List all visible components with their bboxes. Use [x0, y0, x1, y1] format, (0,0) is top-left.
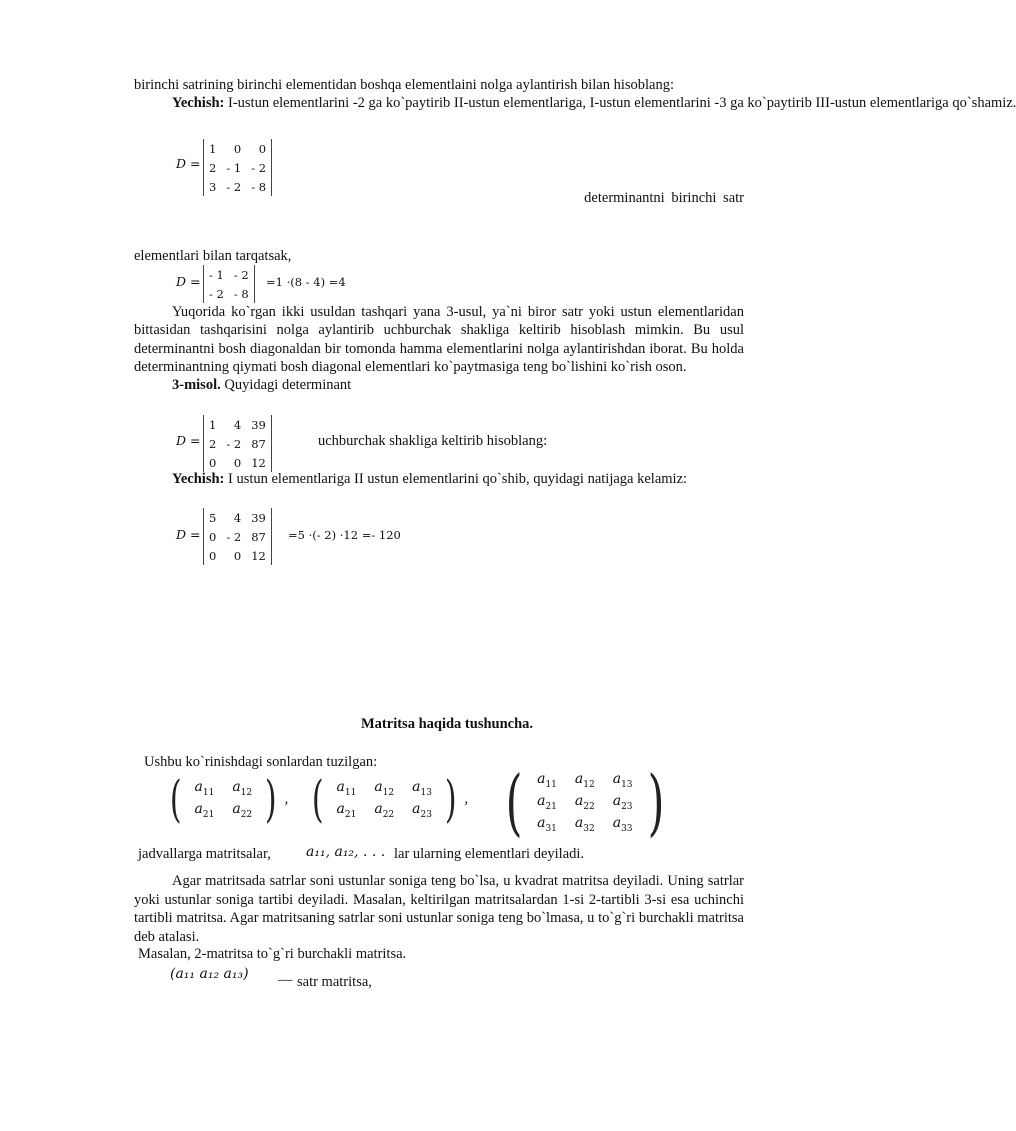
- matrix-cell: $a_{22}$: [574, 792, 595, 812]
- matrix-cell: $a_{23}$: [412, 800, 432, 820]
- matrix-cell: $a_{11}$: [194, 778, 215, 798]
- paragraph-12: Masalan, 2-matritsa to`g`ri burchakli matritsa.: [138, 946, 407, 962]
- matrix-cell: - 8: [233, 286, 249, 301]
- row-matrix: (a₁₁ a₁₂ a₁₃): [170, 966, 249, 982]
- matrix-cell: $a_{12}$: [232, 778, 253, 798]
- matrix-cell: 1: [209, 417, 217, 432]
- matrix-cell: - 1: [209, 267, 224, 282]
- comma: ,: [464, 790, 469, 807]
- matrix-2x3: [308, 770, 469, 828]
- matrix-cell: $a_{11}$: [537, 770, 557, 790]
- matrix-cell: 0: [209, 455, 217, 470]
- matrix-cell: - 2: [226, 529, 242, 544]
- matrix-cell: 4: [233, 510, 242, 525]
- matrix-cell: $a_{32}$: [574, 814, 595, 834]
- paragraph-5-block: [134, 303, 744, 394]
- left-paren: (: [169, 770, 182, 828]
- elements-list: a₁₁, a₁₂, . . .: [306, 844, 386, 860]
- example-label: 3-misol.: [172, 377, 221, 394]
- matrix-cell: $a_{22}$: [374, 800, 395, 820]
- left-paren: (: [505, 760, 523, 844]
- matrix-cell: - 2: [251, 160, 267, 175]
- paragraph-4: elementlari bilan tarqatsak,: [134, 248, 292, 264]
- matrix-cell: 39: [251, 417, 266, 432]
- matrix-cell: - 1: [226, 160, 242, 175]
- matrix-cell: 39: [251, 510, 266, 525]
- matrix-cell: $a_{12}$: [574, 770, 595, 790]
- right-paren: ): [444, 770, 457, 828]
- det4-result: =5 ·(- 2) ·12 =- 120: [288, 528, 401, 542]
- solution-label: Yechish:: [172, 95, 225, 111]
- matrix-cell: 12: [251, 455, 266, 470]
- left-paren: (: [311, 770, 324, 828]
- dash: —: [278, 972, 293, 988]
- matrix-cell: - 2: [209, 286, 224, 301]
- det2-result: =1 ·(8 - 4) =4: [266, 275, 346, 289]
- matrix-cell: 5: [209, 510, 217, 525]
- paragraph-2: Yechish: I-ustun elementlarini -2 ga ko`paytirib II-ustun elementlariga, I-ustun elementlarini -3 ga ko`paytirib III-ustun elementlariga qo`shamiz.: [172, 95, 1016, 111]
- paragraph-11: Agar matritsada satrlar soni ustunlar soniga teng bo`lsa, u kvadrat matritsa deyiladi. Uning satrlar yoki ustunlar soniga tartibi deyiladi. Masalan, keltirilgan matritsalardan 1-si 2-tartibli 3-si esa uchinchi tartibli matritsa. Agar matritsaning satrlar soni ustunlar soniga teng bo`lmasa, u to`g`ri burchakli matritsa deb atalasi.: [134, 873, 744, 945]
- matrix-cell: 0: [233, 455, 242, 470]
- matrix-cell: $a_{31}$: [537, 814, 557, 834]
- matrix-cell: $a_{22}$: [232, 800, 253, 820]
- paragraph-1: birinchi satrining birinchi elementidan boshqa elementlaini nolga aylantirish bilan hisoblang:: [134, 77, 674, 93]
- determinant-4: [203, 508, 272, 565]
- matrix-cell: - 2: [233, 267, 249, 282]
- matrix-cell: 87: [251, 529, 266, 544]
- matrix-2x2: [166, 770, 289, 828]
- matrix-cell: $a_{33}$: [612, 814, 633, 834]
- matrix-cell: 3: [209, 179, 217, 194]
- matrix-cell: $a_{21}$: [194, 800, 215, 820]
- solution-label-2: Yechish:: [172, 471, 225, 487]
- matrix-cell: 87: [251, 436, 266, 451]
- paragraph-7: uchburchak shakliga keltirib hisoblang:: [318, 433, 548, 449]
- determinant-2: [203, 265, 255, 303]
- paragraph-10a: jadvallarga matritsalar,: [138, 846, 271, 862]
- matrix-cell: 2: [209, 160, 217, 175]
- matrix-cell: - 2: [226, 179, 242, 194]
- matrix-cell: 1: [209, 141, 217, 156]
- matrix-cell: $a_{23}$: [612, 792, 633, 812]
- comma: ,: [284, 790, 289, 807]
- determinant-3: [203, 415, 272, 472]
- paragraph-11-block: [134, 872, 744, 946]
- right-paren: ): [647, 760, 665, 844]
- matrix-cell: $a_{12}$: [374, 778, 395, 798]
- section-heading: Matritsa haqida tushuncha.: [361, 716, 534, 732]
- det3-label: D =: [176, 433, 201, 448]
- matrix-cell: $a_{21}$: [537, 792, 557, 812]
- matrix-cell: - 8: [251, 179, 267, 194]
- paragraph-6: 3-misol. Quyidagi determinant: [172, 377, 352, 394]
- matrix-cell: 2: [209, 436, 217, 451]
- matrix-cell: $a_{13}$: [612, 770, 633, 790]
- paragraph-9: Ushbu ko`rinishdagi sonlardan tuzilgan:: [144, 754, 378, 770]
- paragraph-3-right: determinantni birinchi satr: [584, 190, 744, 206]
- determinant-1: [203, 139, 272, 196]
- paragraph-13: satr matritsa,: [297, 974, 372, 990]
- matrix-cell: $a_{13}$: [412, 778, 432, 798]
- matrix-cell: 12: [251, 548, 266, 563]
- det4-label: D =: [176, 527, 201, 542]
- paragraph-5: Yuqorida ko`rgan ikki usuldan tashqari yana 3-usul, ya`ni biror satr yoki ustun elementlaridan bittasidan tashqarisini nolga aylantirib uchburchak shakliga keltirib hisoblash mimkin. Bu usul determinantni bosh diagonaldan bir tomonda hamma elementlarini nolga aylantirishdan iborat. Bu holda determinantning qiymati bosh diagonal elementlari ko`paytmasiga teng bo`lishini ko`rish oson.: [134, 304, 744, 375]
- det1-label: D =: [176, 156, 201, 171]
- matrix-cell: - 2: [226, 436, 242, 451]
- paragraph-8-block: [134, 471, 744, 488]
- matrix-cell: $a_{11}$: [336, 778, 357, 798]
- matrix-cell: 0: [209, 548, 217, 563]
- matrix-cell: 4: [233, 417, 242, 432]
- right-paren: ): [265, 770, 277, 828]
- paragraph-10b: lar ularning elementlari deyiladi.: [394, 846, 585, 862]
- paragraph-8: Yechish: I ustun elementlariga II ustun elementlarini qo`shib, quyidagi natijaga kelamiz:: [172, 471, 688, 487]
- matrix-cell: 0: [209, 529, 217, 544]
- matrix-cell: 0: [233, 548, 242, 563]
- matrix-cell: $a_{21}$: [336, 800, 357, 820]
- text-block-top: [134, 76, 1016, 112]
- det2-label: D =: [176, 274, 201, 289]
- matrix-cell: 0: [258, 141, 267, 156]
- matrix-3x3: [500, 760, 670, 844]
- matrix-cell: 0: [233, 141, 242, 156]
